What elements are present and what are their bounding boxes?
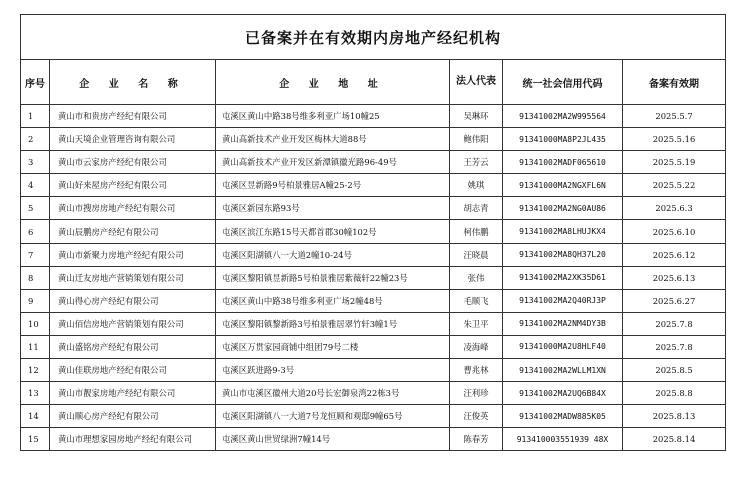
cell-validity: 2025.5.22 xyxy=(623,174,726,197)
cell-rep: 毛顺飞 xyxy=(450,289,503,312)
cell-address: 黄山市屯溪区徽州大道20号长宏御泉湾22栋3号 xyxy=(216,382,450,405)
header-row xyxy=(21,60,726,105)
cell-no: 11 xyxy=(21,335,50,358)
cell-no: 6 xyxy=(21,220,50,243)
cell-address: 屯溪区万贯家园商铺中组团79号二楼 xyxy=(216,335,450,358)
cell-rep: 姚琪 xyxy=(450,174,503,197)
cell-validity: 2025.5.7 xyxy=(623,105,726,128)
cell-no: 10 xyxy=(21,312,50,335)
cell-code: 91341002MA2UQ6B84X xyxy=(503,382,623,405)
cell-code: 91341002MA2XK35D61 xyxy=(503,266,623,289)
table-row xyxy=(21,335,726,358)
cell-address: 黄山高新技术产业开发区新潭镇徽光路96-49号 xyxy=(216,151,450,174)
cell-code: 91341002MA2WLLM1XN xyxy=(503,359,623,382)
header-rep: 法人代表 xyxy=(450,60,503,105)
cell-no: 9 xyxy=(21,289,50,312)
table-row xyxy=(21,105,726,128)
cell-name: 黄山市新聚力房地产经纪有限公司 xyxy=(50,243,216,266)
cell-address: 屯溪区跃进路9-3号 xyxy=(216,359,450,382)
cell-validity: 2025.7.8 xyxy=(623,335,726,358)
header-code: 统一社会信用代码 xyxy=(503,60,623,105)
cell-address: 屯溪区黄山中路38号维多利亚广场10幢25 xyxy=(216,105,450,128)
cell-name: 黄山市云家房产经纪有限公司 xyxy=(50,151,216,174)
cell-rep: 王芳云 xyxy=(450,151,503,174)
cell-no: 8 xyxy=(21,266,50,289)
table-title: 已备案并在有效期内房地产经纪机构 xyxy=(21,15,726,60)
cell-rep: 汪晓晨 xyxy=(450,243,503,266)
table-row xyxy=(21,312,726,335)
cell-no: 12 xyxy=(21,359,50,382)
cell-code: 91341000MA2NGXFL6N xyxy=(503,174,623,197)
table-row xyxy=(21,220,726,243)
table-row xyxy=(21,428,726,451)
cell-code: 91341002MA2NM4DY3B xyxy=(503,312,623,335)
cell-name: 黄山市靓家房地产经纪有限公司 xyxy=(50,382,216,405)
table-row xyxy=(21,289,726,312)
table-row xyxy=(21,174,726,197)
cell-name: 黄山盛铭房产经纪有限公司 xyxy=(50,335,216,358)
table-row xyxy=(21,151,726,174)
table-row xyxy=(21,359,726,382)
cell-rep: 朱卫平 xyxy=(450,312,503,335)
header-validity: 备案有效期 xyxy=(623,60,726,105)
table-row xyxy=(21,243,726,266)
cell-address: 屯溪区黎阳镇昱新路5号柏景雅居紫薇轩22幢23号 xyxy=(216,266,450,289)
cell-code: 91341000MA8P2JL435 xyxy=(503,128,623,151)
cell-code: 91341002MADW885K05 xyxy=(503,405,623,428)
header-no: 序号 xyxy=(21,60,50,105)
cell-no: 3 xyxy=(21,151,50,174)
cell-no: 4 xyxy=(21,174,50,197)
cell-no: 15 xyxy=(21,428,50,451)
cell-no: 13 xyxy=(21,382,50,405)
cell-name: 黄山市理想家园房地产经纪有限公司 xyxy=(50,428,216,451)
cell-rep: 陈春芳 xyxy=(450,428,503,451)
cell-validity: 2025.8.13 xyxy=(623,405,726,428)
cell-validity: 2025.7.8 xyxy=(623,312,726,335)
table-row xyxy=(21,266,726,289)
cell-name: 黄山天境企业管理咨询有限公司 xyxy=(50,128,216,151)
title-row xyxy=(21,15,726,60)
table-row xyxy=(21,382,726,405)
header-address: 企 业 地 址 xyxy=(216,60,450,105)
cell-no: 1 xyxy=(21,105,50,128)
cell-validity: 2025.8.8 xyxy=(623,382,726,405)
cell-code: 913410003551939 48X xyxy=(503,428,623,451)
cell-validity: 2025.6.27 xyxy=(623,289,726,312)
cell-rep: 鲍伟阳 xyxy=(450,128,503,151)
agency-table xyxy=(20,14,726,451)
cell-rep: 汪俊英 xyxy=(450,405,503,428)
cell-code: 91341000MA2U8HLF40 xyxy=(503,335,623,358)
cell-name: 黄山佰信房地产营销策划有限公司 xyxy=(50,312,216,335)
cell-code: 91341002MA2Q40RJ3P xyxy=(503,289,623,312)
cell-rep: 汪利珍 xyxy=(450,382,503,405)
cell-validity: 2025.6.13 xyxy=(623,266,726,289)
cell-name: 黄山得心房产经纪有限公司 xyxy=(50,289,216,312)
cell-address: 屯溪区阳湖镇八一大道7号龙恒顾和观邸9幢65号 xyxy=(216,405,450,428)
cell-no: 2 xyxy=(21,128,50,151)
cell-no: 7 xyxy=(21,243,50,266)
cell-code: 91341002MA8LHUJKX4 xyxy=(503,220,623,243)
cell-address: 屯溪区滨江东路15号天都首郡30幢102号 xyxy=(216,220,450,243)
cell-validity: 2025.6.12 xyxy=(623,243,726,266)
cell-validity: 2025.5.19 xyxy=(623,151,726,174)
cell-rep: 凌海峰 xyxy=(450,335,503,358)
header-name: 企 业 名 称 xyxy=(50,60,216,105)
cell-address: 屯溪区黄山世贸绿洲7幢14号 xyxy=(216,428,450,451)
cell-validity: 2025.8.14 xyxy=(623,428,726,451)
cell-code: 91341002MADF065610 xyxy=(503,151,623,174)
cell-validity: 2025.8.5 xyxy=(623,359,726,382)
cell-rep: 吴琳环 xyxy=(450,105,503,128)
cell-code: 91341002MA8QH37L20 xyxy=(503,243,623,266)
cell-validity: 2025.5.16 xyxy=(623,128,726,151)
cell-name: 黄山好来屋房产经纪有限公司 xyxy=(50,174,216,197)
table-row xyxy=(21,128,726,151)
table-row xyxy=(21,197,726,220)
cell-rep: 张伟 xyxy=(450,266,503,289)
table-row xyxy=(21,405,726,428)
cell-address: 屯溪区新园东路93号 xyxy=(216,197,450,220)
cell-address: 屯溪区昱新路9号柏景雅居A幢25-2号 xyxy=(216,174,450,197)
cell-validity: 2025.6.10 xyxy=(623,220,726,243)
cell-code: 91341002MA2NG0AU86 xyxy=(503,197,623,220)
cell-code: 91341002MA2W995564 xyxy=(503,105,623,128)
cell-validity: 2025.6.3 xyxy=(623,197,726,220)
cell-name: 黄山顺心房产经纪有限公司 xyxy=(50,405,216,428)
registry-sheet xyxy=(20,14,725,451)
cell-address: 黄山高新技术产业开发区梅林大道88号 xyxy=(216,128,450,151)
cell-name: 黄山迁友房地产营销策划有限公司 xyxy=(50,266,216,289)
cell-rep: 曹兆林 xyxy=(450,359,503,382)
cell-rep: 胡志青 xyxy=(450,197,503,220)
cell-no: 5 xyxy=(21,197,50,220)
table-body xyxy=(21,105,726,451)
cell-address: 屯溪区黄山中路38号维多利亚广场2幢48号 xyxy=(216,289,450,312)
cell-name: 黄山辰鹏房产经纪有限公司 xyxy=(50,220,216,243)
cell-address: 屯溪区阳湖镇八一大道2幢10-24号 xyxy=(216,243,450,266)
cell-name: 黄山佳联房地产经纪有限公司 xyxy=(50,359,216,382)
cell-name: 黄山市搜房房地产经纪有限公司 xyxy=(50,197,216,220)
cell-address: 屯溪区黎阳镇黎新路3号柏景雅居翠竹轩3幢1号 xyxy=(216,312,450,335)
cell-no: 14 xyxy=(21,405,50,428)
cell-name: 黄山市和贵房产经纪有限公司 xyxy=(50,105,216,128)
cell-rep: 柯伟鹏 xyxy=(450,220,503,243)
